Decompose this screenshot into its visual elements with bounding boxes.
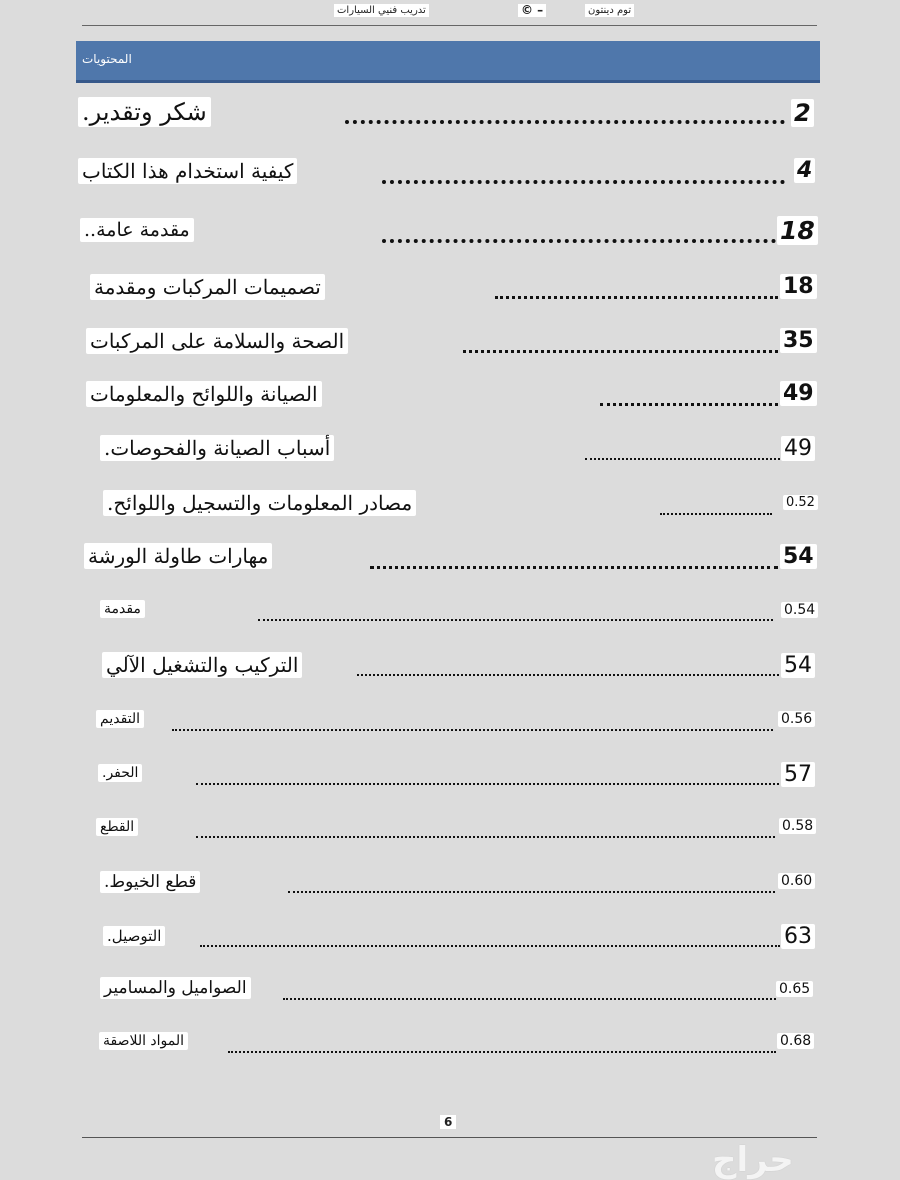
header-book-title: تدريب فنيي السيارات <box>334 4 429 17</box>
toc-leader-dots <box>495 296 778 299</box>
toc-leader-dots <box>258 619 773 621</box>
toc-entry-page: 18 <box>780 274 817 299</box>
toc-entry-page: 0.68 <box>777 1033 814 1049</box>
toc-entry-page: 4 <box>794 158 815 183</box>
toc-entry-title: الصيانة واللوائح والمعلومات <box>86 381 322 407</box>
toc-leader-dots <box>463 350 778 353</box>
toc-entry-title: مقدمة <box>100 600 145 618</box>
toc-entry-page: 49 <box>781 436 815 461</box>
toc-entry-page: 0.56 <box>778 711 815 727</box>
toc-entry-page: 54 <box>781 653 815 678</box>
toc-leader-dots <box>382 180 785 184</box>
contents-banner <box>76 41 820 83</box>
page-number: 6 <box>440 1115 456 1129</box>
toc-entry-title: المواد اللاصقة <box>99 1032 188 1050</box>
toc-leader-dots <box>196 836 775 838</box>
toc-entry-page: 0.60 <box>778 873 815 889</box>
toc-leader-dots <box>370 566 778 569</box>
toc-entry-title: الصحة والسلامة على المركبات <box>86 328 348 354</box>
toc-entry-title: مقدمة عامة.. <box>80 218 194 242</box>
toc-leader-dots <box>357 674 779 676</box>
toc-leader-dots <box>288 891 775 893</box>
toc-entry-page: 0.65 <box>776 981 813 997</box>
toc-entry-page: 0.58 <box>779 818 816 834</box>
toc-leader-dots <box>200 945 780 947</box>
toc-leader-dots <box>382 239 776 243</box>
toc-entry-title: كيفية استخدام هذا الكتاب <box>78 158 297 184</box>
toc-entry-page: 0.54 <box>781 602 818 618</box>
toc-entry-page: 57 <box>781 762 815 787</box>
toc-leader-dots <box>283 998 776 1000</box>
toc-entry-title: شكر وتقدير. <box>78 97 211 127</box>
toc-entry-title: القطع <box>96 818 138 836</box>
toc-leader-dots <box>172 729 773 731</box>
toc-leader-dots <box>660 513 772 515</box>
toc-entry-title: الحفر. <box>98 764 142 782</box>
toc-entry-title: التركيب والتشغيل الآلي <box>102 652 302 678</box>
toc-entry-page: 35 <box>780 328 817 353</box>
header-author: توم دينتون <box>585 4 634 17</box>
toc-entry-page: 2 <box>791 99 814 127</box>
toc-entry-title: مصادر المعلومات والتسجيل واللوائح. <box>103 490 416 516</box>
footer-rule <box>82 1137 817 1138</box>
toc-leader-dots <box>228 1051 776 1053</box>
toc-entry-title: تصميمات المركبات ومقدمة <box>90 274 325 300</box>
toc-entry-title: مهارات طاولة الورشة <box>84 543 272 569</box>
header-separator: © – <box>518 4 546 17</box>
toc-entry-title: التوصيل. <box>103 926 165 946</box>
toc-entry-title: أسباب الصيانة والفحوصات. <box>100 435 334 461</box>
toc-entry-title: التقديم <box>96 710 144 728</box>
toc-leader-dots <box>196 783 779 785</box>
toc-entry-page: 63 <box>781 924 815 949</box>
toc-leader-dots <box>600 403 778 406</box>
toc-entry-title: قطع الخيوط. <box>100 871 200 893</box>
toc-entry-page: 49 <box>780 381 817 406</box>
watermark-logo: حراج <box>712 1140 794 1180</box>
header-rule <box>82 25 817 26</box>
toc-leader-dots <box>585 458 780 460</box>
toc-entry-page: 0.52 <box>783 495 818 510</box>
toc-entry-title: الصواميل والمسامير <box>100 977 251 999</box>
toc-entry-page: 54 <box>780 544 817 569</box>
contents-title: المحتويات <box>82 52 132 66</box>
toc-leader-dots <box>345 120 785 124</box>
toc-entry-page: 18 <box>777 216 818 245</box>
